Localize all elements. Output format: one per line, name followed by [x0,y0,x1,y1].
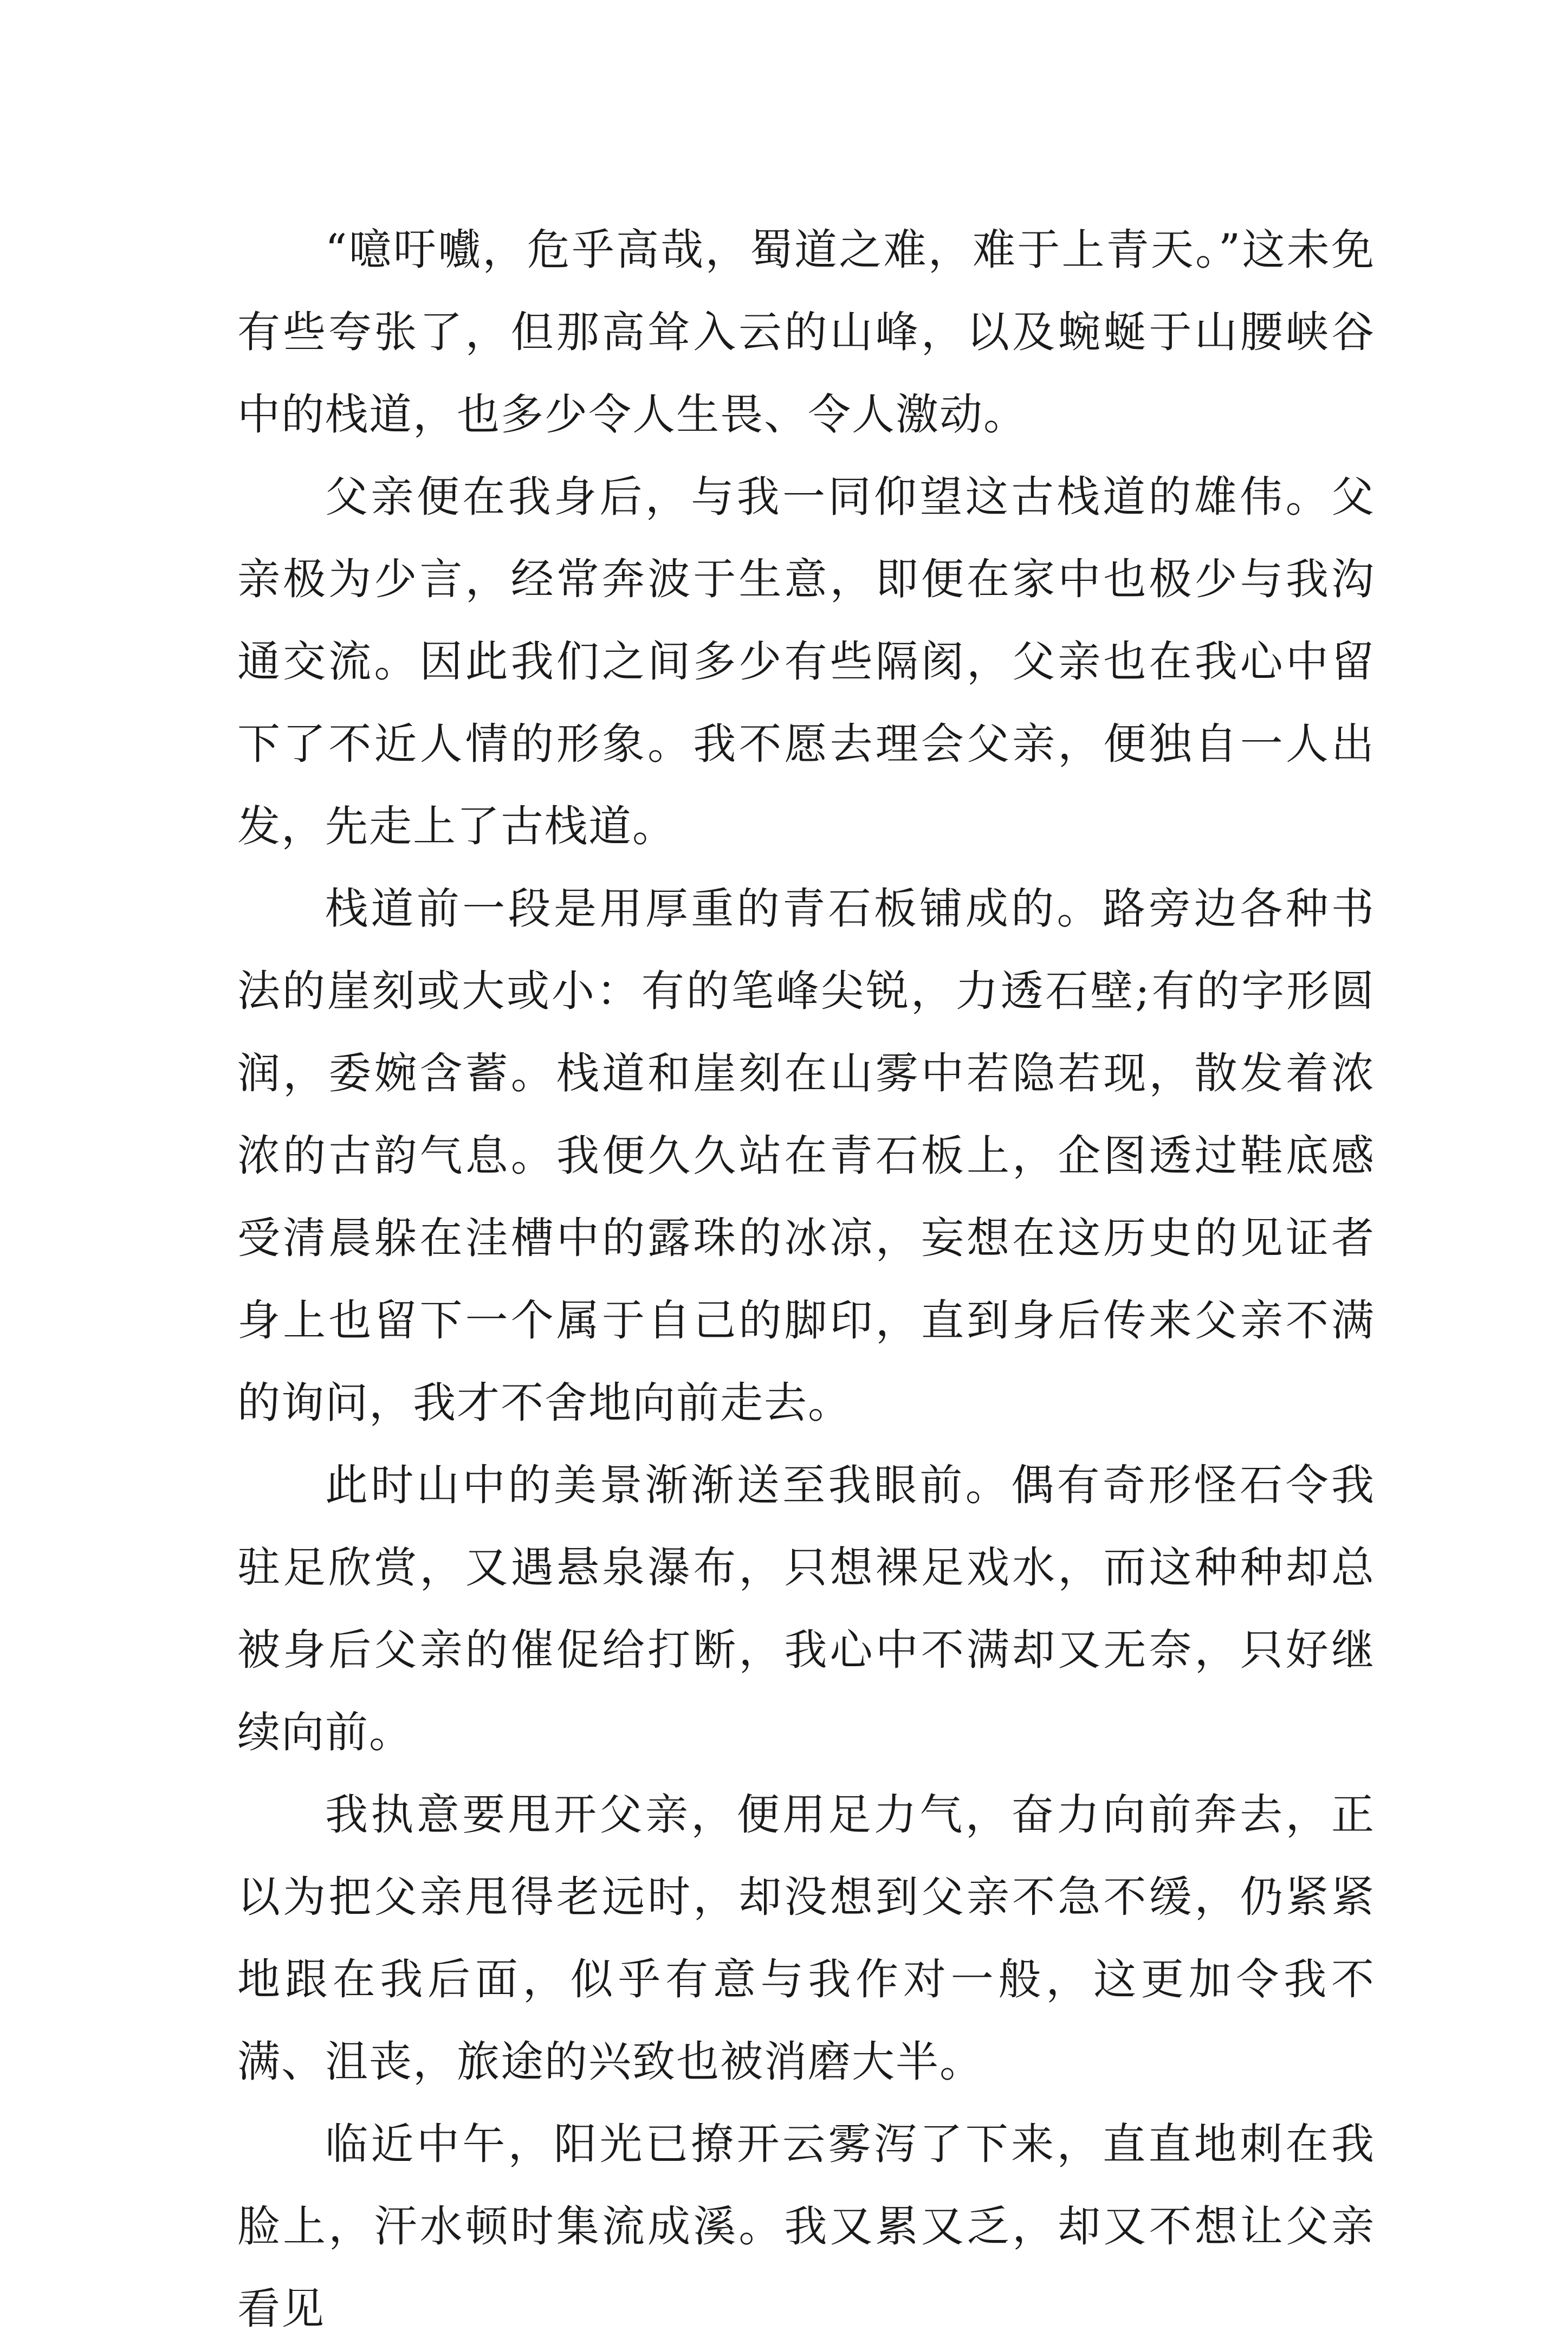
paragraph-4: 此时山中的美景渐渐送至我眼前。偶有奇形怪石令我驻足欣赏，又遇悬泉瀑布，只想裸足戏水，而这种种却总被身后父亲的催促给打断，我心中不满却又无奈，只好继续向前。 [237,1460,1375,1757]
paragraph-6: 临近中午，阳光已撩开云雾泻了下来，直直地刺在我脸上，汗水顿时集流成溪。我又累又乏，却又不想让父亲看见 [237,2119,1375,2334]
paragraph-5: 我执意要甩开父亲，便用足力气，奋力向前奔去，正以为把父亲甩得老远时，却没想到父亲不急不缓，仍紧紧地跟在我后面，似乎有意与我作对一般，这更加令我不满、沮丧，旅途的兴致也被消磨大半。 [237,1790,1375,2087]
paragraph-1: “噫吁嚱，危乎高哉，蜀道之难，难于上青天。”这未免有些夸张了，但那高耸入云的山峰，以及蜿蜒于山腰峡谷中的栈道，也多少令人生畏、令人激动。 [237,225,1375,439]
body-text [237,209,1375,2350]
paragraph-3: 栈道前一段是用厚重的青石板铺成的。路旁边各种书法的崖刻或大或小：有的笔峰尖锐，力透石壁;有的字形圆润，委婉含蓄。栈道和崖刻在山雾中若隐若现，散发着浓浓的古韵气息。我便久久站在青石板上，企图透过鞋底感受清晨躲在洼槽中的露珠的冰凉，妄想在这历史的见证者身上也留下一个属于自己的脚印，直到身后传来父亲不满的询问，我才不舍地向前走去。 [237,884,1375,1428]
paragraph-2: 父亲便在我身后，与我一同仰望这古栈道的雄伟。父亲极为少言，经常奔波于生意，即便在家中也极少与我沟通交流。因此我们之间多少有些隔阂，父亲也在我心中留下了不近人情的形象。我不愿去理会父亲，便独自一人出发，先走上了古栈道。 [237,472,1375,851]
